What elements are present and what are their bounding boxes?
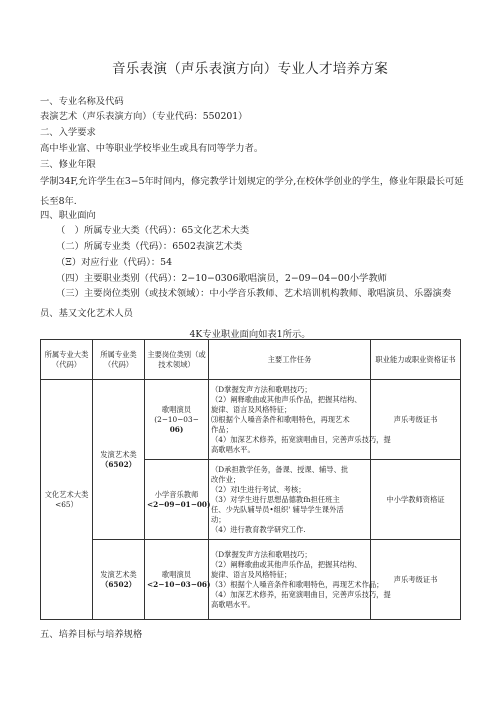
cell-certificate: 中小学教师资格证 (371, 460, 461, 540)
class-code: （6502） (101, 459, 136, 469)
table-caption: 4K专业职业面向如表1所示。 (189, 329, 311, 340)
task-line: 改作业； (211, 474, 241, 484)
task-line: （D掌握发声方法和歌唱技巧； (211, 549, 312, 559)
task-line: （4）进行教育教学研究工作. (211, 524, 306, 534)
task-line: 作品； (211, 424, 233, 434)
cell-big-category: 文化艺术大类<65） (41, 380, 93, 620)
item-industry: （Ξ）对应行业（代码）：54 (56, 257, 172, 268)
item-occupation: （四）主要职业类别（代码）：2−10−0306歌唱演员，2−09−04−00小学教师 (56, 273, 387, 284)
position-code: <2−10−03−06) (147, 579, 211, 589)
cell-class (93, 380, 145, 540)
cell-tasks (209, 460, 371, 540)
table-row (41, 380, 461, 460)
position-name: 歌唱演员(2−10−03− (154, 404, 199, 424)
header-certificate: 职业能力或职业资格证书 (371, 340, 461, 380)
cell-class (93, 540, 145, 620)
item-positions: （三）主要岗位类别（或技术领域）：中小学音乐教师、艺术培训机构教师、歌唱演员、乐器演奏员、基又文化艺术人员 (40, 288, 452, 319)
task-line: 旋律、语言及风格特征； (211, 569, 292, 579)
header-tasks: 主要工作任务 (209, 340, 371, 380)
task-line: （2）对l生进行考试、考核； (211, 484, 306, 494)
header-major-class: 所属专业类（代码） (93, 340, 145, 380)
task-line: 旋律、语言及风格特征； (211, 404, 292, 414)
task-line: 高歌唱水平。 (211, 599, 255, 609)
task-line: （4）加深艺术修养，拓宽演唱曲目，完善声乐技巧，提 (211, 589, 391, 599)
section-body-2: 高中毕业富、中等职业学校毕业生或具有同等学力者。 (40, 143, 264, 154)
cell-position (145, 540, 209, 620)
task-line: （D承担教学任务，备课、授课、辅导、批 (211, 464, 349, 474)
item-major-category: （ ）所属专业大类（代码）：65文化艺术大类 (56, 225, 250, 236)
task-line: （D掌握发声方法和歌唱技巧； (211, 384, 312, 394)
class-code: （6502） (101, 579, 136, 589)
task-line: （3）对学生进行思想品德教fh担任班主 (211, 494, 340, 504)
position-code: <2−09−01−00) (147, 499, 211, 509)
task-line: 高歌唱水平。 (211, 444, 255, 454)
task-line: （2）阐释歌曲或其他声乐作品，把握其结构、 (211, 559, 362, 569)
cell-position (145, 380, 209, 460)
table-row (41, 540, 461, 620)
page-title: 音乐表演（声乐表演方向）专业人才培养方案 (112, 61, 388, 77)
class-name: 发演艺术类 (100, 569, 137, 579)
section-heading-2: 二、入学要求 (40, 127, 96, 138)
position-code: 06) (169, 424, 184, 434)
cell-tasks (209, 540, 391, 620)
section-heading-4: 四、职业面向 (40, 210, 96, 221)
header-position: 主要岗位类别（或技术领域） (145, 340, 209, 380)
task-line: （2）阐释歌曲或其他声乐作品，把握其结构、 (211, 394, 362, 404)
cell-tasks (209, 380, 391, 460)
career-table (40, 339, 461, 620)
cell-certificate: 声乐考级证书 (371, 540, 461, 620)
task-line: 任、少先队辅导员•组织' 辅导学生课外活 (211, 504, 344, 514)
task-line: 动； (211, 514, 226, 524)
position-name: 小学音乐教师 (154, 489, 199, 499)
cell-position (145, 460, 209, 540)
position-name: 歌唱演员 (161, 569, 192, 579)
section-body-1: 表演艺术（声乐表演方向）（专业代码：550201） (40, 111, 248, 122)
task-line: （3）根据个人嗓音条件和歌唱特色，再现艺术作品； (211, 579, 384, 589)
section-body-3: 学制34F,允许学生在3−5年时间内，修完教学计划规定的学分,在校休学创业的学生，修业年限最长可延长至8年. (40, 176, 464, 207)
header-major-category: 所属专业大类（代码） (41, 340, 93, 380)
cell-certificate: 声乐考级证书 (371, 380, 461, 460)
section-heading-1: 一、专业名称及代码 (40, 96, 124, 107)
class-name: 发演艺术类 (100, 449, 137, 459)
table-header-row (41, 340, 461, 380)
item-major-class: （二）所属专业类（代码）：6502表演艺术类 (56, 241, 243, 252)
section-heading-5: 五、培养目标与培养规格 (40, 629, 143, 640)
task-line: ⑶根据个人嗓音条件和歌唱特色，再现艺术 (211, 414, 350, 424)
section-heading-3: 三、修业年限 (40, 159, 96, 170)
task-line: （4）加深艺术修养，拓宽演唱曲目，完善声乐技巧，提 (211, 434, 391, 444)
